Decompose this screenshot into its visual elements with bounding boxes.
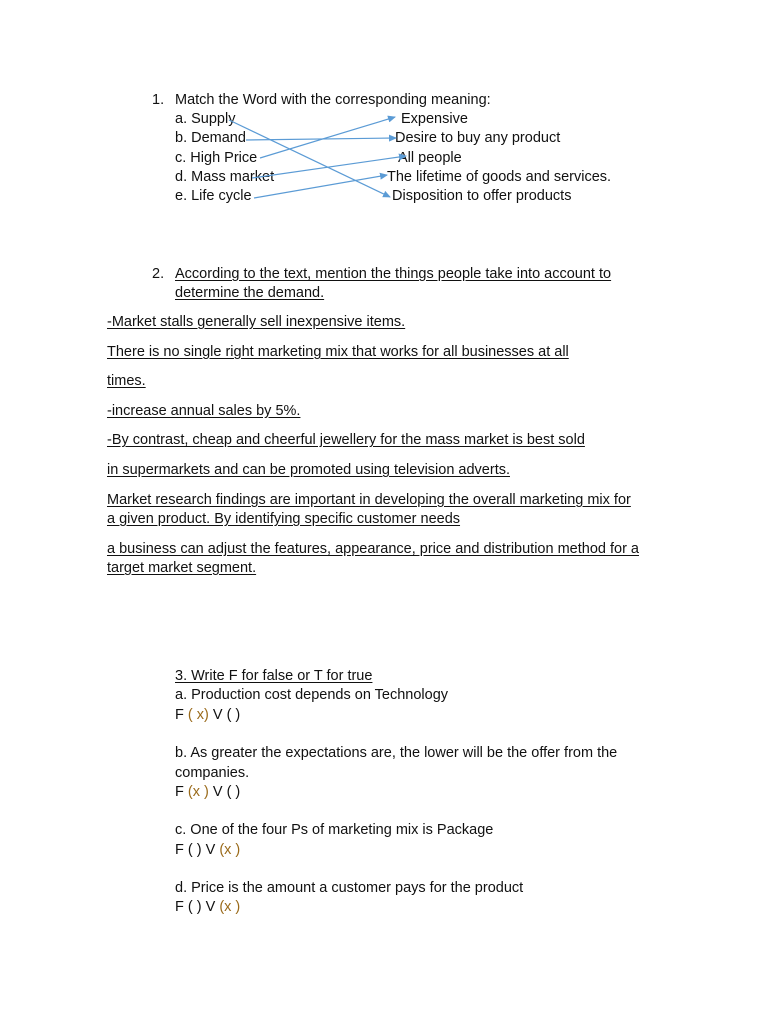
q3-item-b-question-line1: b. As greater the expectations are, the lower will be the offer from the	[175, 745, 618, 761]
f-label: F	[175, 707, 184, 723]
arrow-demand-to-desire	[246, 138, 396, 140]
q2-answer-line: There is no single right marketing mix that works for all businesses at all	[107, 344, 569, 360]
q2-title-line2: determine the demand.	[175, 285, 325, 301]
q3-item-c-question: c. One of the four Ps of marketing mix is Package	[175, 822, 494, 838]
arrow-mass-market-to-all-people	[252, 156, 406, 178]
q1-meaning-desire: Desire to buy any product	[395, 130, 561, 146]
q3-item-b-answer	[175, 783, 240, 802]
q3-item-d-answer	[175, 898, 240, 917]
q1-title: Match the Word with the corresponding meaning:	[175, 92, 491, 108]
q3-item-b-question-line2: companies.	[175, 765, 250, 781]
q3-item-c-answer	[175, 841, 240, 860]
f-label: F	[175, 899, 184, 915]
q2-answer-line: a given product. By identifying specific customer needs	[107, 511, 461, 527]
q1-meaning-disposition: Disposition to offer products	[392, 188, 572, 204]
q2-answer-line: a business can adjust the features, appearance, price and distribution method for a	[107, 541, 639, 557]
v-checkbox[interactable]: (x )	[219, 899, 241, 915]
q2-answer-line: Market research findings are important in developing the overall marketing mix for	[107, 492, 631, 508]
q1-word-supply: a. Supply	[175, 111, 236, 127]
v-checkbox[interactable]: (x )	[219, 842, 241, 858]
q3-item-a-question: a. Production cost depends on Technology	[175, 687, 449, 703]
f-label: F	[175, 842, 184, 858]
arrow-high-price-to-expensive	[260, 117, 395, 158]
v-label: V	[205, 899, 216, 915]
q2-answer-line: target market segment.	[107, 560, 257, 576]
q2-title-line1: According to the text, mention the things people take into account to	[175, 266, 612, 282]
f-checkbox[interactable]: (x )	[187, 784, 209, 800]
q1-word-mass-market: d. Mass market	[175, 169, 275, 185]
f-checkbox[interactable]: ( x)	[187, 707, 209, 723]
q2-number: 2.	[152, 266, 165, 282]
q1-word-life-cycle: e. Life cycle	[175, 188, 252, 204]
q1-meaning-lifetime: The lifetime of goods and services.	[387, 169, 612, 185]
f-checkbox[interactable]: ( )	[187, 842, 202, 858]
q2-answer-line: times.	[107, 373, 146, 389]
v-label: V	[212, 784, 223, 800]
q1-number: 1.	[152, 92, 165, 108]
q1-meaning-expensive: Expensive	[401, 111, 468, 127]
q2-answer-line: -By contrast, cheap and cheerful jewellery for the mass market is best sold	[107, 432, 585, 448]
q2-answer-line: in supermarkets and can be promoted using television adverts.	[107, 462, 510, 478]
v-label: V	[212, 707, 223, 723]
v-checkbox[interactable]: ( )	[226, 784, 241, 800]
f-checkbox[interactable]: ( )	[187, 899, 202, 915]
v-label: V	[205, 842, 216, 858]
q3-item-d-question: d. Price is the amount a customer pays for the product	[175, 880, 524, 896]
q3-title: 3. Write F for false or T for true	[175, 668, 373, 684]
q1-word-high-price: c. High Price	[175, 150, 258, 166]
q1-meaning-all-people: All people	[398, 150, 462, 166]
q2-answer-line: -Market stalls generally sell inexpensive items.	[107, 314, 406, 330]
f-label: F	[175, 784, 184, 800]
q1-word-demand: b. Demand	[175, 130, 246, 146]
q3-item-a-answer	[175, 706, 240, 725]
v-checkbox[interactable]: ( )	[226, 707, 241, 723]
q2-answer-line: -increase annual sales by 5%.	[107, 403, 301, 419]
